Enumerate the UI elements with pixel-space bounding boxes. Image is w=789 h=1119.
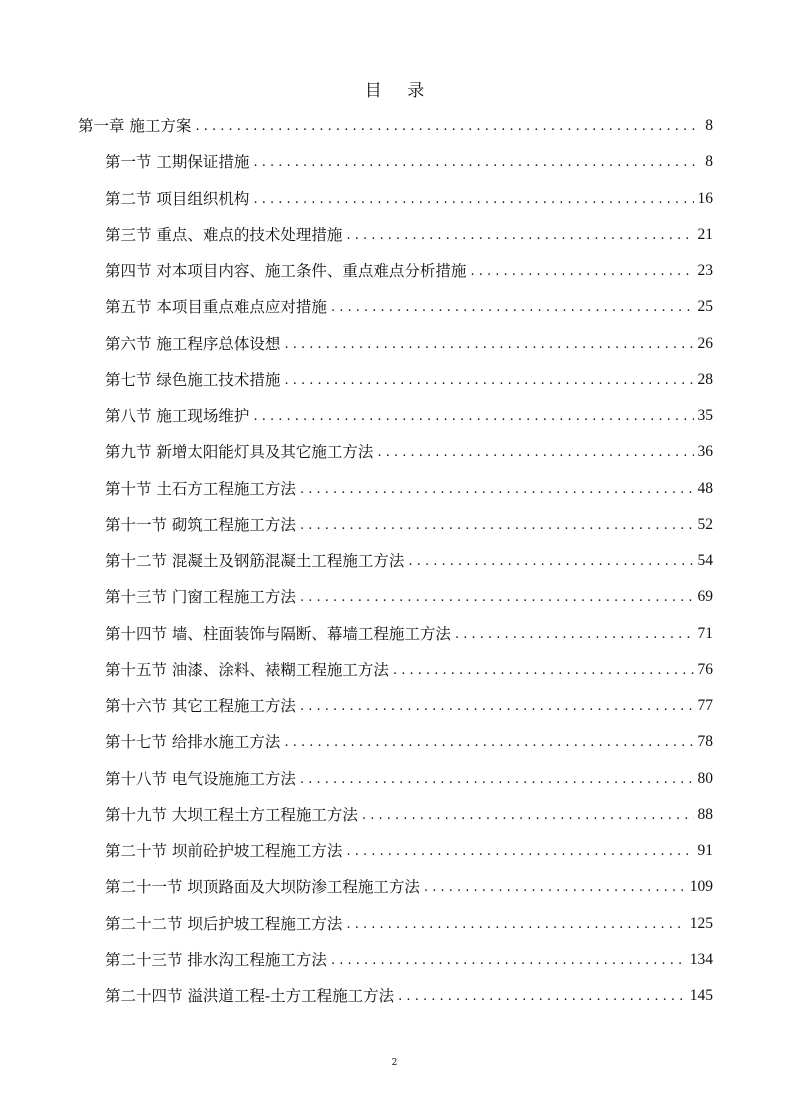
dot-leader xyxy=(300,480,694,500)
toc-entry-label: 第三节 重点、难点的技术处理措施 xyxy=(105,225,343,244)
toc-entry-section[interactable] xyxy=(105,913,713,935)
dot-leader xyxy=(398,987,686,1007)
toc-entry-page: 16 xyxy=(697,189,713,207)
toc-entry-page: 36 xyxy=(697,443,713,461)
toc-entry-page: 25 xyxy=(697,298,713,316)
toc-entry-page: 77 xyxy=(697,697,713,715)
toc-entry-section[interactable] xyxy=(105,151,713,173)
toc-entry-section[interactable] xyxy=(105,296,713,318)
toc-entry-label: 第十三节 门窗工程施工方法 xyxy=(105,588,296,607)
toc-entry-page: 69 xyxy=(697,588,713,606)
dot-leader xyxy=(253,407,693,427)
toc-entry-page: 134 xyxy=(689,950,713,968)
toc-entry-label: 第十六节 其它工程施工方法 xyxy=(105,697,296,716)
toc-entry-label: 第十二节 混凝土及钢筋混凝土工程施工方法 xyxy=(105,552,405,571)
toc-entry-page: 71 xyxy=(697,624,713,642)
dot-leader xyxy=(284,335,693,355)
toc-entry-label: 第七节 绿色施工技术措施 xyxy=(105,370,281,389)
toc-entry-section[interactable] xyxy=(105,514,713,536)
toc-entry-label: 第十八节 电气设施施工方法 xyxy=(105,769,296,788)
toc-entry-section[interactable] xyxy=(105,333,713,355)
dot-leader xyxy=(331,298,694,318)
toc-entry-section[interactable] xyxy=(105,405,713,427)
toc-entry-page: 8 xyxy=(705,153,713,171)
toc-entry-section[interactable] xyxy=(105,260,713,282)
toc-entry-page: 35 xyxy=(697,407,713,425)
toc-entry-chapter[interactable] xyxy=(78,115,713,137)
toc-entry-section[interactable] xyxy=(105,840,713,862)
dot-leader xyxy=(284,371,693,391)
toc-entry-section[interactable] xyxy=(105,695,713,717)
toc-entry-page: 109 xyxy=(689,878,713,896)
dot-leader xyxy=(253,190,693,210)
dot-leader xyxy=(284,733,693,753)
toc-entry-section[interactable] xyxy=(105,188,713,210)
toc-entry-label: 第十九节 大坝工程土方工程施工方法 xyxy=(105,805,358,824)
toc-entry-page: 91 xyxy=(697,842,713,860)
dot-leader xyxy=(408,552,693,572)
dot-leader xyxy=(346,226,693,246)
dot-leader xyxy=(253,153,701,173)
toc-entry-page: 88 xyxy=(697,805,713,823)
toc-title: 目 录 xyxy=(364,81,435,101)
dot-leader xyxy=(346,915,685,935)
toc-entry-page: 76 xyxy=(697,660,713,678)
toc-entry-page: 52 xyxy=(697,515,713,533)
toc-entry-label: 第二十四节 溢洪道工程-土方工程施工方法 xyxy=(105,987,395,1006)
dot-leader xyxy=(470,262,693,282)
dot-leader xyxy=(195,117,701,137)
toc-entry-page: 48 xyxy=(697,479,713,497)
toc-entry-section[interactable] xyxy=(105,441,713,463)
toc-entry-section[interactable] xyxy=(105,550,713,572)
toc-entry-label: 第一节 工期保证措施 xyxy=(105,153,250,172)
toc-entry-page: 145 xyxy=(689,987,713,1005)
toc-entry-page: 125 xyxy=(689,914,713,932)
dot-leader xyxy=(300,516,694,536)
toc-entry-label: 第十五节 油漆、涂料、裱糊工程施工方法 xyxy=(105,660,389,679)
toc-entry-section[interactable] xyxy=(105,949,713,971)
dot-leader xyxy=(300,770,694,790)
toc-entry-label: 第十七节 给排水施工方法 xyxy=(105,733,281,752)
toc-entry-label: 第二十二节 坝后护坡工程施工方法 xyxy=(105,914,343,933)
toc-entry-label: 第十四节 墙、柱面装饰与隔断、幕墙工程施工方法 xyxy=(105,624,451,643)
toc-entry-label: 第二十三节 排水沟工程施工方法 xyxy=(105,950,327,969)
toc-entry-section[interactable] xyxy=(105,224,713,246)
dot-leader xyxy=(393,661,694,681)
toc-entry-page: 54 xyxy=(697,552,713,570)
toc-entry-label: 第四节 对本项目内容、施工条件、重点难点分析措施 xyxy=(105,262,467,281)
toc-entry-section[interactable] xyxy=(105,876,713,898)
toc-entry-label: 第十节 土石方工程施工方法 xyxy=(105,479,296,498)
page-number: 2 xyxy=(391,1058,398,1068)
dot-leader xyxy=(346,842,693,862)
toc-entry-page: 21 xyxy=(697,225,713,243)
toc-entry-section[interactable] xyxy=(105,659,713,681)
dot-leader xyxy=(455,625,694,645)
toc-entry-label: 第二节 项目组织机构 xyxy=(105,189,250,208)
toc-entry-section[interactable] xyxy=(105,623,713,645)
dot-leader xyxy=(377,443,693,463)
toc-entry-section[interactable] xyxy=(105,768,713,790)
toc-entry-label: 第六节 施工程序总体设想 xyxy=(105,334,281,353)
dot-leader xyxy=(300,697,694,717)
toc-entry-section[interactable] xyxy=(105,369,713,391)
toc-entry-page: 23 xyxy=(697,262,713,280)
toc-entry-label: 第二十一节 坝顶路面及大坝防渗工程施工方法 xyxy=(105,878,420,897)
toc-entry-page: 78 xyxy=(697,733,713,751)
toc-entry-label: 第一章 施工方案 xyxy=(78,117,192,135)
toc-entry-page: 8 xyxy=(705,117,713,134)
dot-leader xyxy=(362,806,694,826)
toc-entry-page: 80 xyxy=(697,769,713,787)
toc-entry-page: 26 xyxy=(697,334,713,352)
toc-entry-label: 第二十节 坝前砼护坡工程施工方法 xyxy=(105,842,343,861)
dot-leader xyxy=(424,878,686,898)
toc-entry-section[interactable] xyxy=(105,985,713,1007)
toc-entry-section[interactable] xyxy=(105,478,713,500)
toc-entry-label: 第十一节 砌筑工程施工方法 xyxy=(105,515,296,534)
toc-entry-page: 28 xyxy=(697,370,713,388)
toc-entry-section[interactable] xyxy=(105,586,713,608)
toc-entry-section[interactable] xyxy=(105,731,713,753)
toc-entry-label: 第五节 本项目重点难点应对措施 xyxy=(105,298,327,317)
dot-leader xyxy=(300,588,694,608)
dot-leader xyxy=(331,951,686,971)
toc-entry-label: 第八节 施工现场维护 xyxy=(105,407,250,426)
toc-entry-section[interactable] xyxy=(105,804,713,826)
toc-entry-label: 第九节 新增太阳能灯具及其它施工方法 xyxy=(105,443,374,462)
